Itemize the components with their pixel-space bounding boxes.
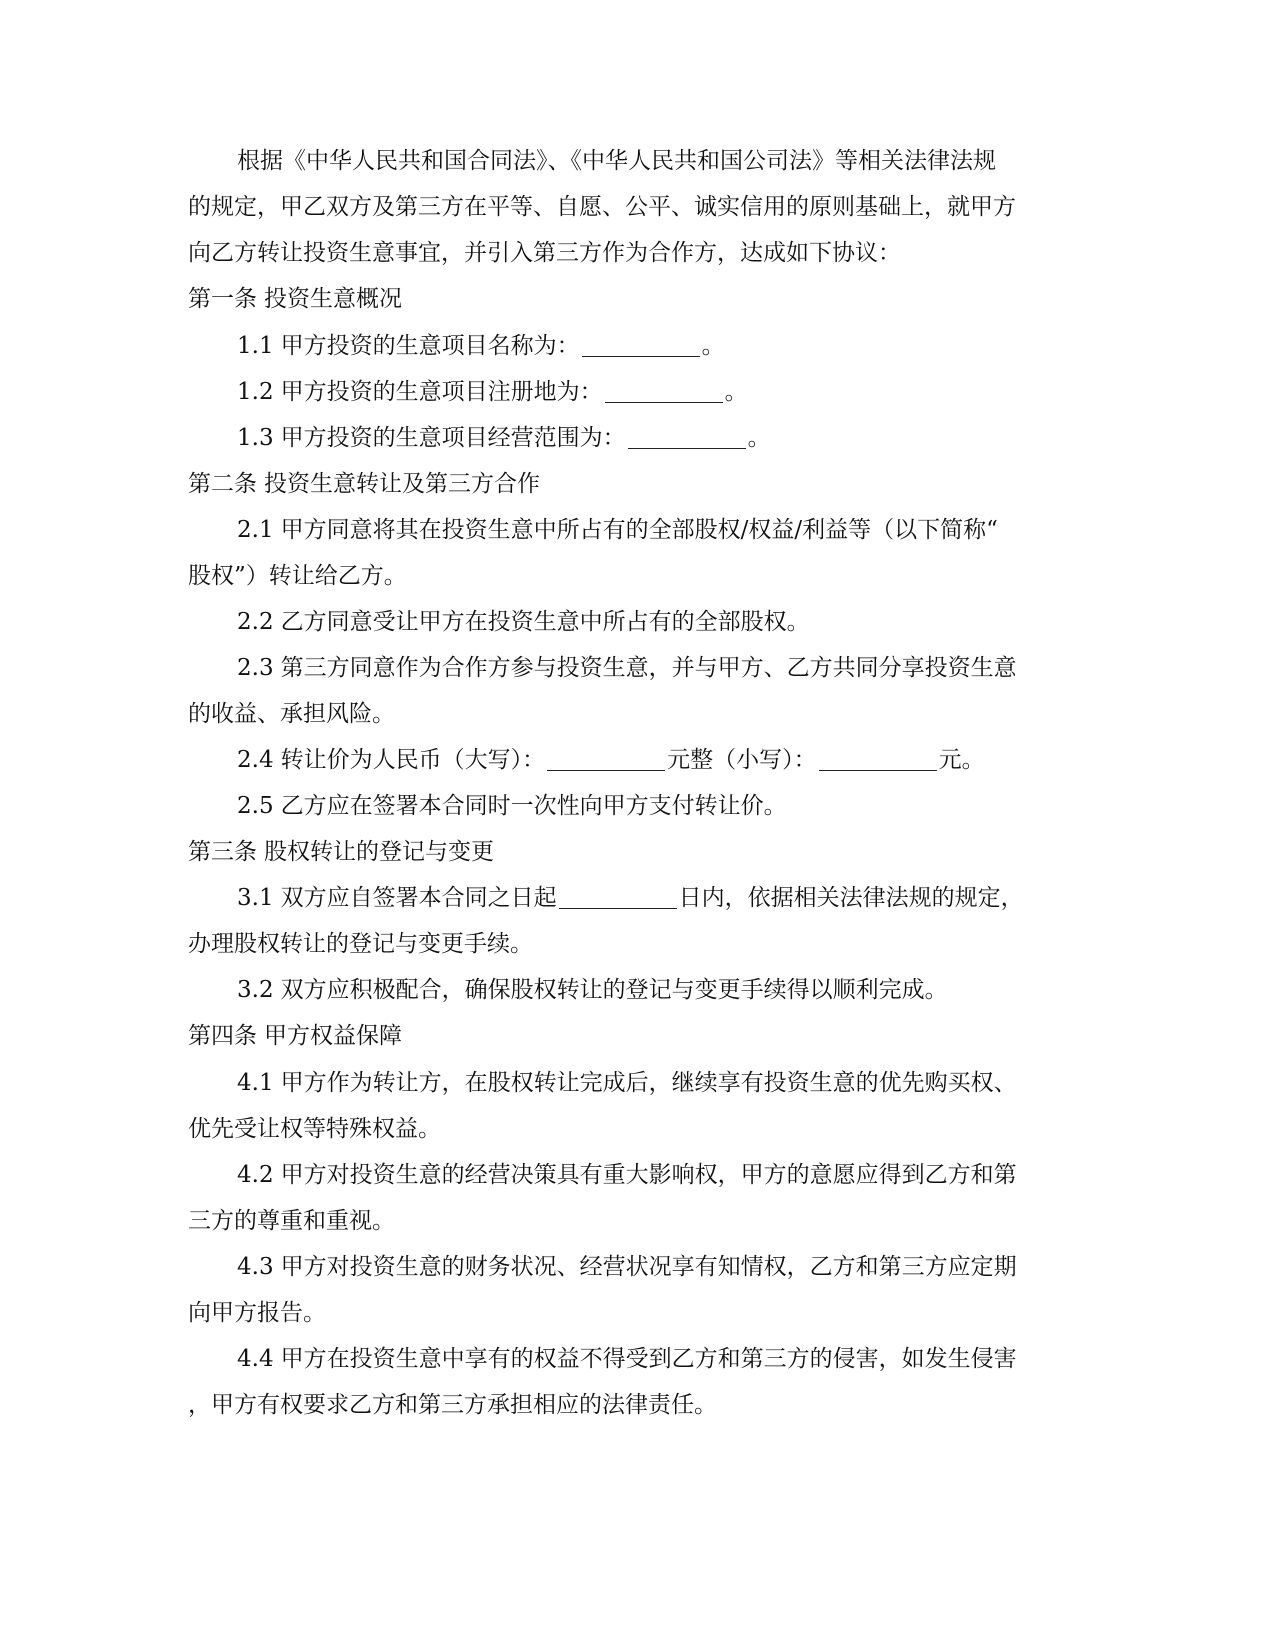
- clause-number: 4.4: [237, 1346, 274, 1372]
- clause-text: 双方应积极配合，确保股权转让的登记与变更手续得以顺利完成。: [280, 977, 948, 1003]
- article-title: 投资生意转让及第三方合作: [264, 471, 540, 497]
- clause-number: 2.4: [237, 747, 274, 773]
- clause-2-3-cont: 的收益、承担风险。: [188, 701, 395, 727]
- clause-number: 2.2: [237, 609, 274, 635]
- clause-text: 甲方作为转让方，在股权转让完成后，继续享有投资生意的优先购买权、: [280, 1070, 1017, 1096]
- article-number: 第三条: [188, 839, 257, 865]
- clause-4-1: [237, 1068, 1017, 1098]
- intro-line-3: 向乙方转让投资生意事宜，并引入第三方作为合作方，达成如下协议：: [188, 240, 901, 266]
- fill-in-blank[interactable]: [582, 334, 700, 357]
- article-2-heading: [188, 469, 540, 499]
- article-title: 股权转让的登记与变更: [264, 839, 494, 865]
- clause-4-1-cont: 优先受让权等特殊权益。: [188, 1116, 441, 1142]
- clause-2-2: [237, 607, 810, 637]
- clause-number: 1.1: [237, 333, 274, 359]
- clause-text: 元整（小写）：: [667, 747, 817, 773]
- clause-4-2-cont: 三方的尊重和重视。: [188, 1208, 395, 1234]
- clause-1-3: [237, 423, 771, 453]
- clause-end: 。: [747, 425, 771, 451]
- clause-2-1-cont: 股权”）转让给乙方。: [188, 563, 407, 589]
- intro-line-2: 的规定，甲乙双方及第三方在平等、自愿、公平、诚实信用的原则基础上，就甲方: [188, 194, 1016, 220]
- clause-text: 甲方在投资生意中享有的权益不得受到乙方和第三方的侵害，如发生侵害: [280, 1346, 1017, 1372]
- clause-3-1: [237, 883, 1024, 913]
- article-4-heading: [188, 1021, 402, 1051]
- article-1-heading: [188, 284, 402, 314]
- article-number: 第一条: [188, 286, 257, 312]
- clause-4-2: [237, 1160, 1017, 1190]
- clause-2-3: [237, 653, 1017, 683]
- clause-text: 双方应自签署本合同之日起: [280, 885, 557, 911]
- clause-number: 4.1: [237, 1070, 274, 1096]
- clause-text: 第三方同意作为合作方参与投资生意，并与甲方、乙方共同分享投资生意: [280, 655, 1017, 681]
- clause-number: 1.3: [237, 425, 274, 451]
- clause-text: 日内，依据相关法律法规的规定，: [678, 885, 1024, 911]
- article-title: 投资生意概况: [264, 286, 402, 312]
- clause-4-4: [237, 1344, 1017, 1374]
- fill-in-blank[interactable]: [628, 426, 746, 449]
- clause-end: 。: [724, 379, 748, 405]
- article-number: 第四条: [188, 1023, 257, 1049]
- clause-4-4-cont: ，甲方有权要求乙方和第三方承担相应的法律责任。: [188, 1392, 717, 1418]
- clause-text: 甲方投资的生意项目经营范围为：: [280, 425, 626, 451]
- clause-number: 2.1: [237, 517, 274, 543]
- clause-3-1-cont: 办理股权转让的登记与变更手续。: [188, 931, 533, 957]
- clause-text: 乙方应在签署本合同时一次性向甲方支付转让价。: [280, 793, 787, 819]
- fill-in-blank[interactable]: [547, 748, 665, 771]
- clause-number: 2.5: [237, 793, 274, 819]
- clause-text: 甲方对投资生意的财务状况、经营状况享有知情权，乙方和第三方应定期: [280, 1254, 1017, 1280]
- fill-in-blank[interactable]: [559, 886, 677, 909]
- clause-3-2: [237, 975, 948, 1005]
- clause-number: 3.1: [237, 885, 274, 911]
- clause-text: 甲方同意将其在投资生意中所占有的全部股权/权益/利益等（以下简称“: [280, 517, 998, 543]
- article-title: 甲方权益保障: [264, 1023, 402, 1049]
- clause-4-3: [237, 1252, 1017, 1282]
- clause-number: 2.3: [237, 655, 274, 681]
- fill-in-blank[interactable]: [819, 748, 937, 771]
- clause-2-4: [237, 745, 985, 775]
- clause-end: 。: [701, 333, 725, 359]
- article-number: 第二条: [188, 471, 257, 497]
- clause-1-1: [237, 331, 725, 361]
- clause-text: 甲方投资的生意项目注册地为：: [280, 379, 603, 405]
- clause-2-1: [237, 515, 998, 545]
- clause-4-3-cont: 向甲方报告。: [188, 1300, 326, 1326]
- clause-text: 甲方投资的生意项目名称为：: [280, 333, 580, 359]
- clause-text: 乙方同意受让甲方在投资生意中所占有的全部股权。: [280, 609, 810, 635]
- clause-number: 1.2: [237, 379, 274, 405]
- clause-1-2: [237, 377, 748, 407]
- clause-text: 转让价为人民币（大写）：: [280, 747, 546, 773]
- clause-number: 4.3: [237, 1254, 274, 1280]
- fill-in-blank[interactable]: [605, 380, 723, 403]
- clause-2-5: [237, 791, 787, 821]
- article-3-heading: [188, 837, 494, 867]
- clause-number: 3.2: [237, 977, 274, 1003]
- clause-text: 元。: [938, 747, 985, 773]
- intro-line-1: 根据《中华人民共和国合同法》、《中华人民共和国公司法》等相关法律法规: [237, 148, 996, 174]
- clause-text: 甲方对投资生意的经营决策具有重大影响权，甲方的意愿应得到乙方和第: [280, 1162, 1017, 1188]
- clause-number: 4.2: [237, 1162, 274, 1188]
